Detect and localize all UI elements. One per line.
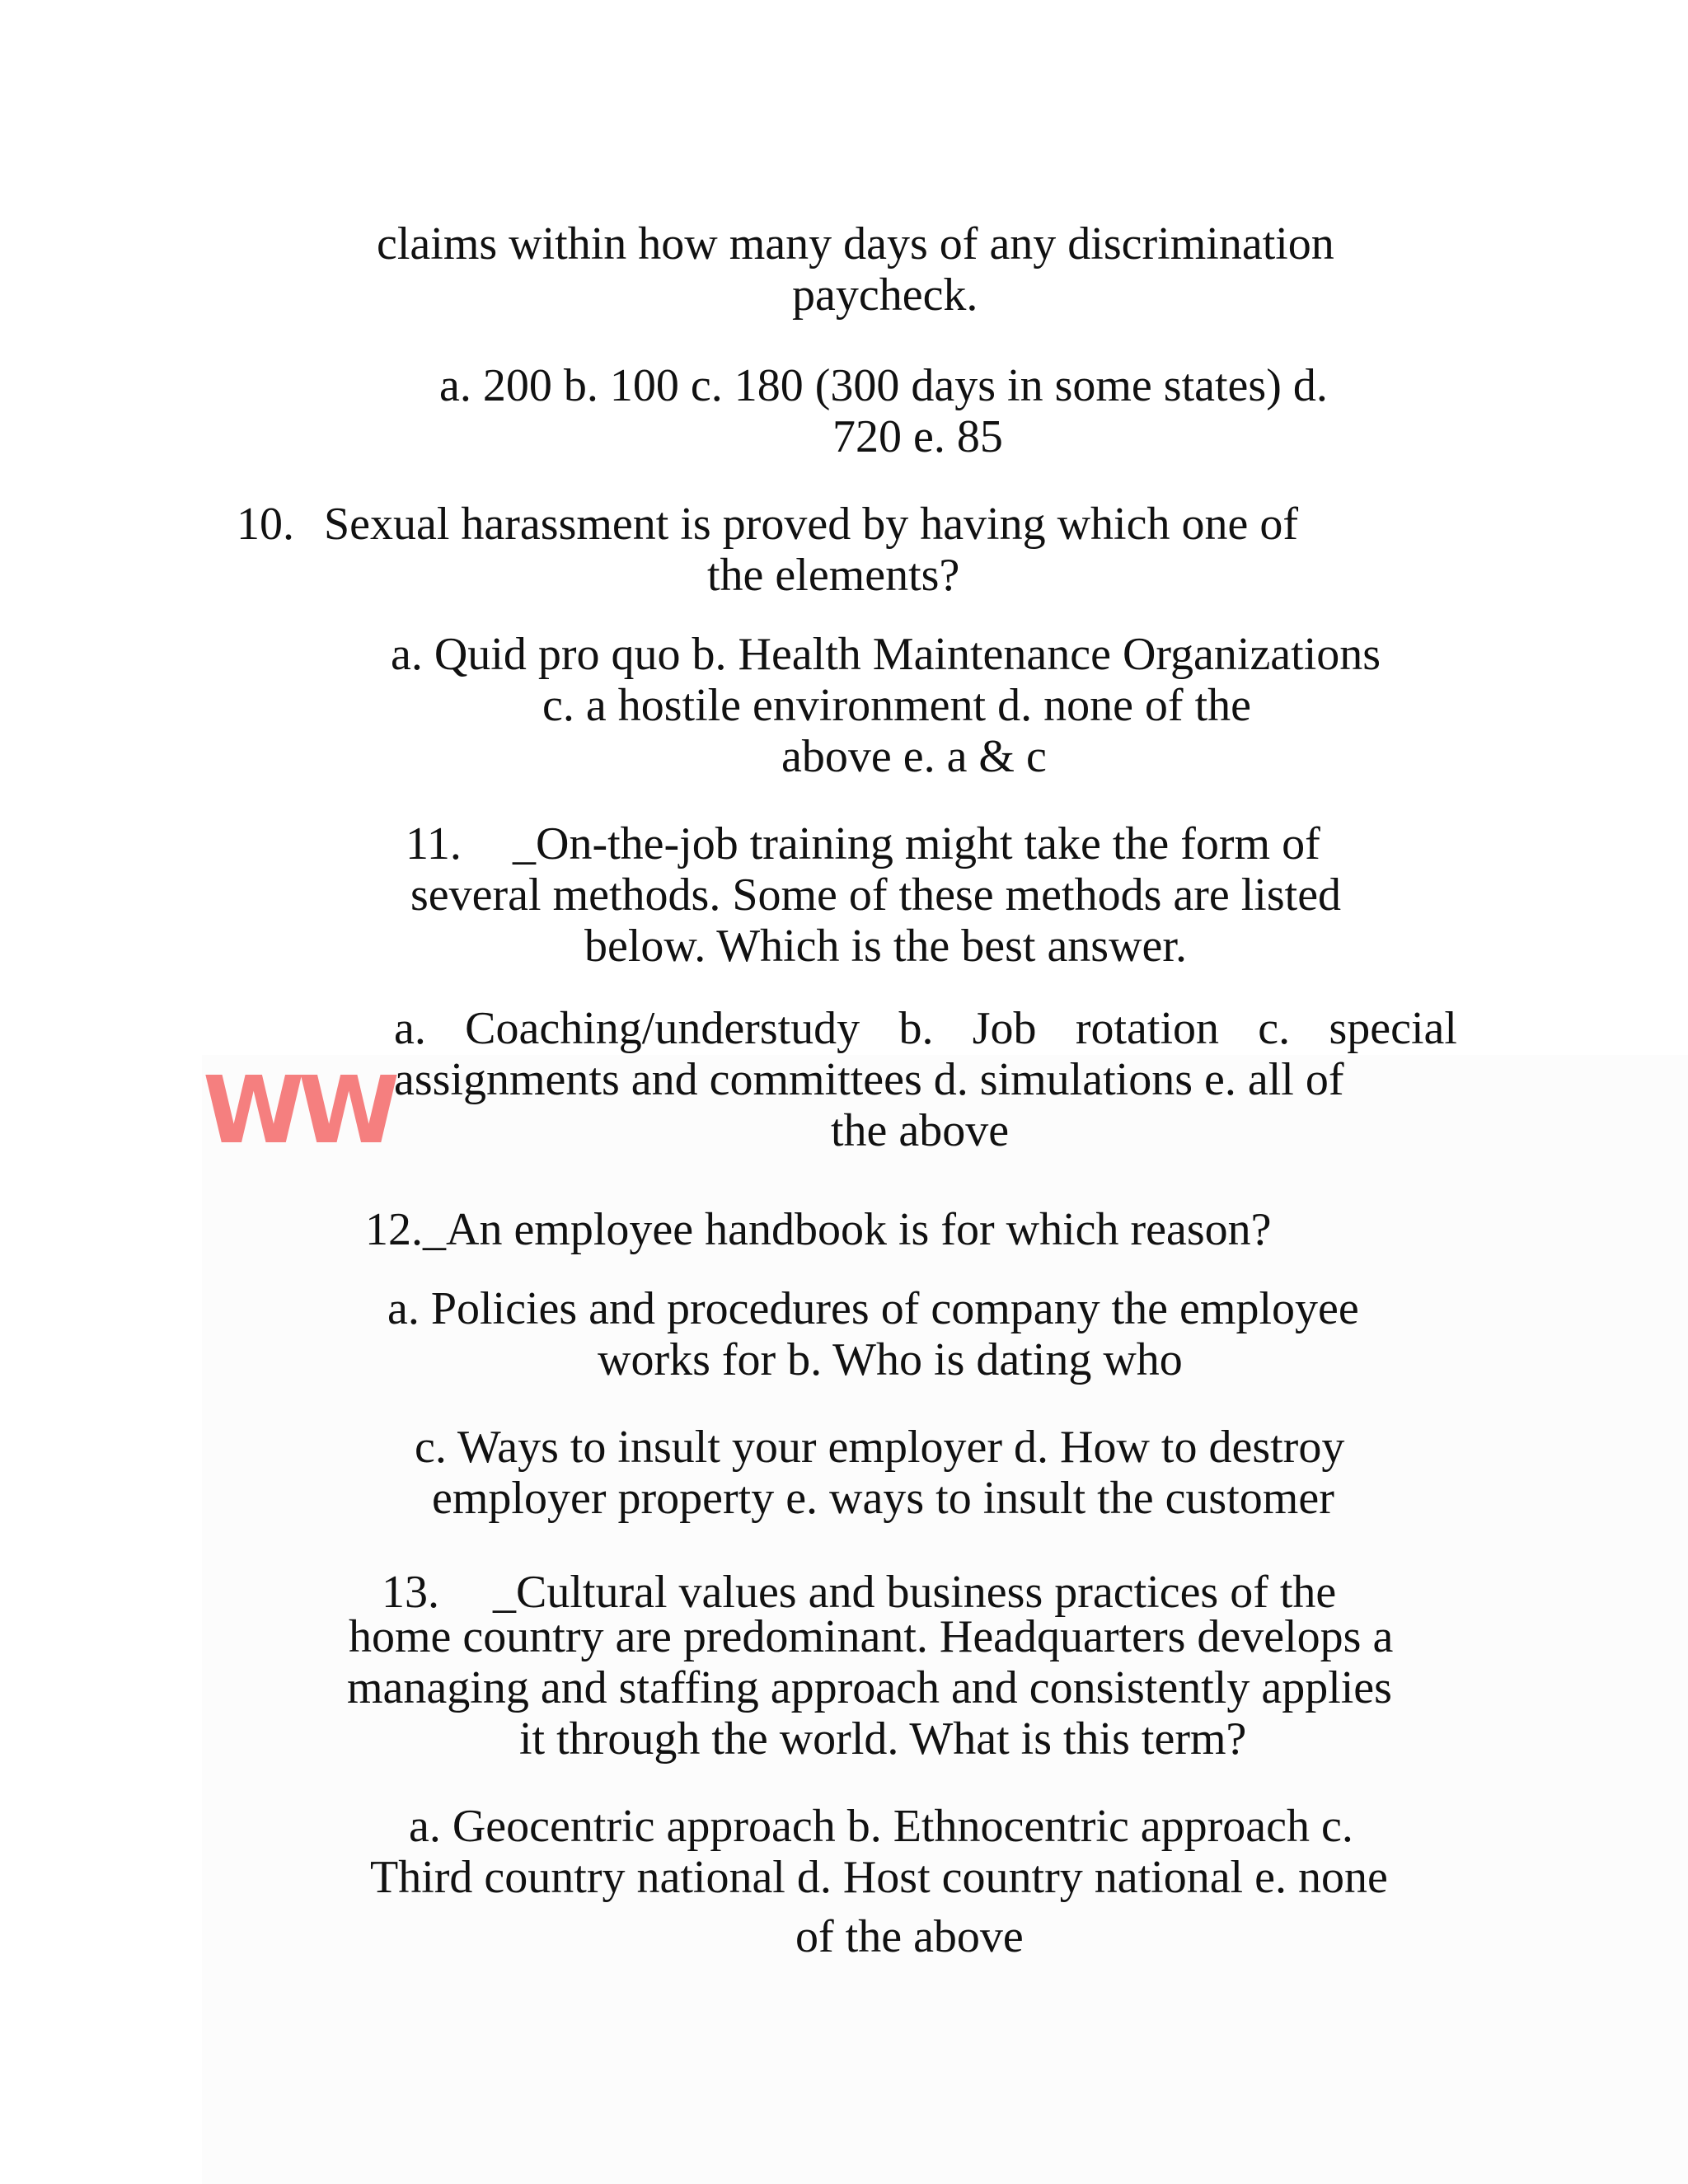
option-word: Job: [972, 1003, 1037, 1054]
question-13-text-line-4: it through the world. What is this term?: [519, 1713, 1247, 1765]
question-13-text-line-3: managing and staffing approach and consistently applies: [347, 1662, 1392, 1713]
question-11-options-line-2: assignments and committees d. simulations e. all of: [394, 1054, 1344, 1105]
question-12-text-line-1: 12._An employee handbook is for which reason?: [365, 1204, 1272, 1255]
option-word: a.: [394, 1003, 426, 1054]
question-13-options-line-3: of the above: [795, 1911, 1024, 1962]
option-word: rotation: [1075, 1003, 1220, 1054]
question-11-options-line-1: [394, 1002, 1457, 1055]
question-11-text-line-3: below. Which is the best answer.: [584, 921, 1187, 972]
question-11-number: 11.: [406, 818, 462, 869]
question-9-text-line-1: claims within how many days of any discrimination: [377, 218, 1334, 269]
option-word: c.: [1258, 1003, 1291, 1054]
question-12-options-line-4: employer property e. ways to insult the customer: [432, 1473, 1334, 1524]
question-10-options-line-3: above e. a & c: [781, 731, 1047, 782]
question-11-text-line-1: _On-the-job training might take the form of: [513, 818, 1320, 869]
question-9-options-line-2: 720 e. 85: [832, 411, 1003, 462]
option-word: special: [1329, 1003, 1457, 1054]
question-13-text-line-1: _Cultural values and business practices of the: [493, 1567, 1337, 1618]
option-word: Coaching/understudy: [465, 1003, 860, 1054]
question-11-text-line-2: several methods. Some of these methods are listed: [410, 869, 1342, 921]
question-10-options-line-2: c. a hostile environment d. none of the: [542, 680, 1251, 731]
question-12-options-line-1: a. Policies and procedures of company the employee: [387, 1283, 1359, 1334]
question-13-options-line-2: Third country national d. Host country national e. none: [370, 1852, 1388, 1903]
question-13-number: 13.: [382, 1567, 439, 1618]
question-13-options-line-1: a. Geocentric approach b. Ethnocentric approach c.: [409, 1801, 1353, 1852]
question-13-text-line-2: home country are predominant. Headquarters develops a: [349, 1611, 1394, 1662]
question-10-text-line-1: Sexual harassment is proved by having which one of: [324, 499, 1298, 550]
question-11-options-line-3: the above: [831, 1105, 1010, 1156]
question-9-text-line-2: paycheck.: [792, 269, 978, 321]
question-10-number: 10.: [237, 499, 294, 550]
question-12-options-line-3: c. Ways to insult your employer d. How to destroy: [415, 1422, 1345, 1473]
question-12-options-line-2: works for b. Who is dating who: [598, 1334, 1183, 1385]
question-10-options-line-1: a. Quid pro quo b. Health Maintenance Organizations: [391, 629, 1381, 680]
question-10-text-line-2: the elements?: [707, 550, 960, 601]
ww-watermark-logo: WW: [203, 1057, 394, 1165]
option-word: b.: [898, 1003, 934, 1054]
question-9-options-line-1: a. 200 b. 100 c. 180 (300 days in some states) d.: [439, 360, 1328, 411]
